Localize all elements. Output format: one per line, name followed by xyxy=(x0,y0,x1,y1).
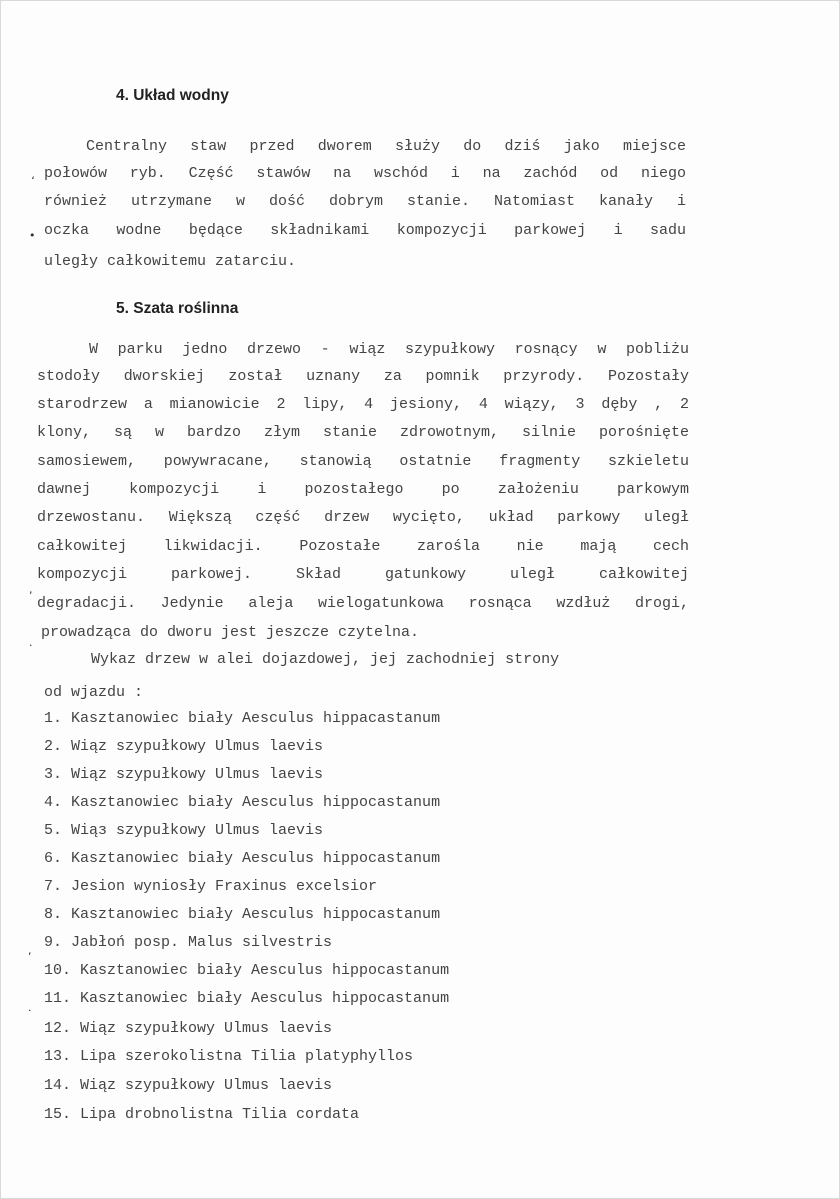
tree-list-item: 10. Kasztanowiec biały Aesculus hippocastanum xyxy=(44,962,450,979)
tree-list-item: 1. Kasztanowiec biały Aesculus hippacastanum xyxy=(44,710,441,727)
tree-list-item: 5. Wiąз szypułkowy Ulmus laevis xyxy=(44,822,324,839)
paragraph-line: klony, są w bardzo złym stanie zdrowotnym, silnie porośnięte xyxy=(37,424,689,441)
paragraph-line: starodrzew a mianowicie 2 lipy, 4 jesiony, 4 wiązy, 3 dęby , 2 xyxy=(37,396,689,413)
section-heading-water: 4. Układ wodny xyxy=(116,87,229,104)
tree-list-intro: Wykaz drzew w alei dojazdowej, jej zachodniej strony xyxy=(91,651,560,668)
paragraph-line: prowadząca do dworu jest jeszcze czytelna. xyxy=(41,624,420,641)
paragraph-line: dawnej kompozycji i pozostałego po założeniu parkowym xyxy=(37,481,689,498)
tree-list-item: 2. Wiąz szypułkowy Ulmus laevis xyxy=(44,738,324,755)
tree-list-item: 13. Lipa szerokolistna Tilia platyphyllos xyxy=(44,1048,414,1065)
tree-list-item: 11. Kasztanowiec biały Aesculus hippocastanum xyxy=(44,990,450,1007)
paragraph-line: W parku jedno drzewo - wiąz szypułkowy rosnący w pobliżu xyxy=(89,341,689,358)
tree-list-item: 6. Kasztanowiec biały Aesculus hippocastanum xyxy=(44,850,441,867)
paragraph-line: połowów ryb. Część stawów na wschód i na zachód od niego xyxy=(44,165,686,182)
tree-list-item: 9. Jabłoń posp. Malus silvestris xyxy=(44,934,333,951)
paragraph-line: drzewostanu. Większą część drzew wycięto, układ parkowy uległ xyxy=(37,509,689,526)
margin-speck: , xyxy=(29,583,33,596)
tree-list-intro: od wjazdu : xyxy=(44,684,144,701)
paragraph-line: oczka wodne będące składnikami kompozycji parkowej i sadu xyxy=(44,222,686,239)
paragraph-line: samosiewem, powywracane, stanowią ostatnie fragmenty szkieletu xyxy=(37,453,689,470)
paragraph-line: degradacji. Jedynie aleja wielogatunkowa rosnąca wzdłuż drogi, xyxy=(37,595,689,612)
paragraph-line: kompozycji parkowej. Skład gatunkowy uległ całkowitej xyxy=(37,566,689,583)
tree-list-item: 14. Wiąz szypułkowy Ulmus laevis xyxy=(44,1077,333,1094)
paragraph-line: uległy całkowitemu zatarciu. xyxy=(44,253,297,270)
tree-list-item: 7. Jesion wyniosły Fraxinus excelsior xyxy=(44,878,378,895)
tree-list-item: 3. Wiąz szypułkowy Ulmus laevis xyxy=(44,766,324,783)
tree-list-item: 8. Kasztanowiec biały Aesculus hippocastanum xyxy=(44,906,441,923)
paragraph-line: również utrzymane w dość dobrym stanie. Natomiast kanały i xyxy=(44,193,686,210)
paragraph-line: całkowitej likwidacji. Pozostałe zarośla nie mają cech xyxy=(37,538,689,555)
margin-speck: ، xyxy=(31,169,35,182)
margin-speck: • xyxy=(29,229,36,242)
section-heading-vegetation: 5. Szata roślinna xyxy=(116,300,239,317)
tree-list-item: 4. Kasztanowiec biały Aesculus hippocastanum xyxy=(44,794,441,811)
margin-speck: . xyxy=(29,636,33,649)
margin-speck: . xyxy=(28,1001,32,1014)
margin-speck: , xyxy=(28,944,32,957)
paragraph-line: Centralny staw przed dworem służy do dziś jako miejsce xyxy=(86,138,686,155)
paragraph-line: stodoły dworskiej został uznany za pomnik przyrody. Pozostały xyxy=(37,368,689,385)
tree-list-item: 12. Wiąz szypułkowy Ulmus laevis xyxy=(44,1020,333,1037)
tree-list-item: 15. Lipa drobnolistna Tilia cordata xyxy=(44,1106,360,1123)
